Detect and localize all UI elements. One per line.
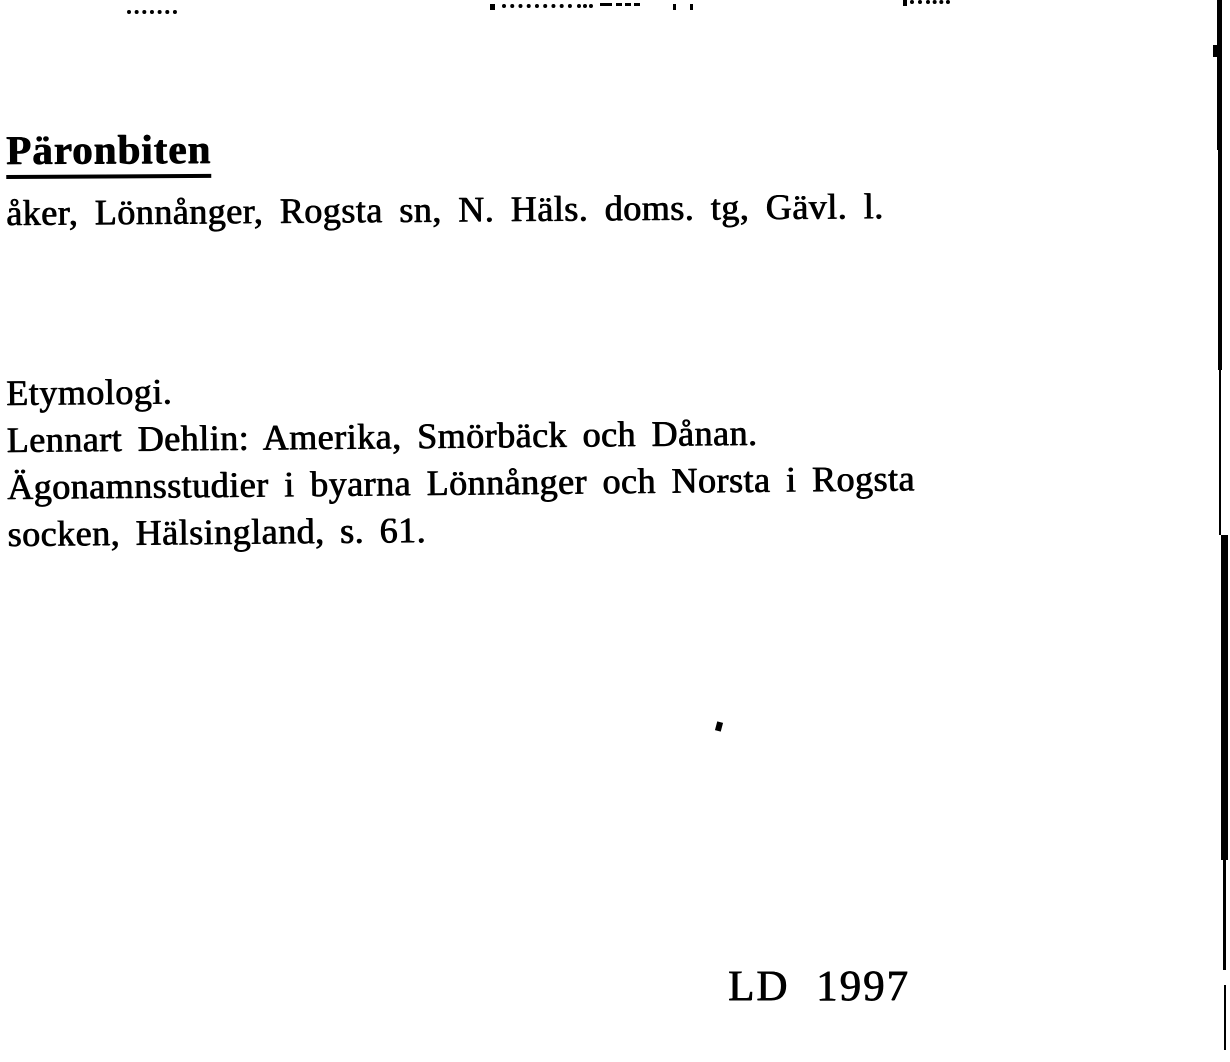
- scan-artifact-right-edge-bar: [1213, 45, 1219, 57]
- scan-artifact-tick: [690, 4, 693, 10]
- scan-artifact-dashed-line: [600, 3, 612, 6]
- scan-artifact-dotted-line: [127, 10, 177, 14]
- scan-artifact-dotted-line: [926, 0, 950, 4]
- scan-artifact-tick: [903, 0, 907, 6]
- scan-artifact-dashed-line: [616, 3, 640, 6]
- etymology-heading: Etymologi.: [6, 371, 173, 413]
- scan-artifact-dotted-line: [910, 0, 922, 4]
- scan-artifact-tick: [673, 4, 676, 10]
- scan-artifact-right-edge-bar: [1218, 150, 1222, 370]
- scan-artifact-right-edge-bar: [1224, 985, 1226, 1050]
- location-line: åker, Lönnånger, Rogsta sn, N. Häls. doms. tg, Gävl. l.: [6, 186, 884, 233]
- scan-artifact-right-edge-bar: [1219, 370, 1221, 535]
- scan-artifact-dotted-line: [577, 4, 593, 8]
- etymology-line: Ägonamnsstudier i byarna Lönnånger och Norsta i Rogsta: [6, 458, 916, 507]
- scan-artifact-right-edge-bar: [1223, 860, 1226, 970]
- scan-artifact-right-edge-bar: [1217, 0, 1222, 150]
- etymology-line: socken, Hälsingland, s. 61.: [7, 509, 427, 554]
- etymology-section: [6, 361, 916, 558]
- signature: LD 1997: [728, 963, 911, 1010]
- etymology-line: Lennart Dehlin: Amerika, Smörbäck och Dånan.: [6, 412, 758, 460]
- scan-artifact-tick: [490, 4, 495, 10]
- scan-artifact-dotted-line: [502, 4, 572, 8]
- scan-artifact-right-edge-bar: [1221, 535, 1228, 860]
- scan-artifact-ink-speck: [715, 721, 723, 731]
- card-title: Päronbiten: [6, 125, 211, 179]
